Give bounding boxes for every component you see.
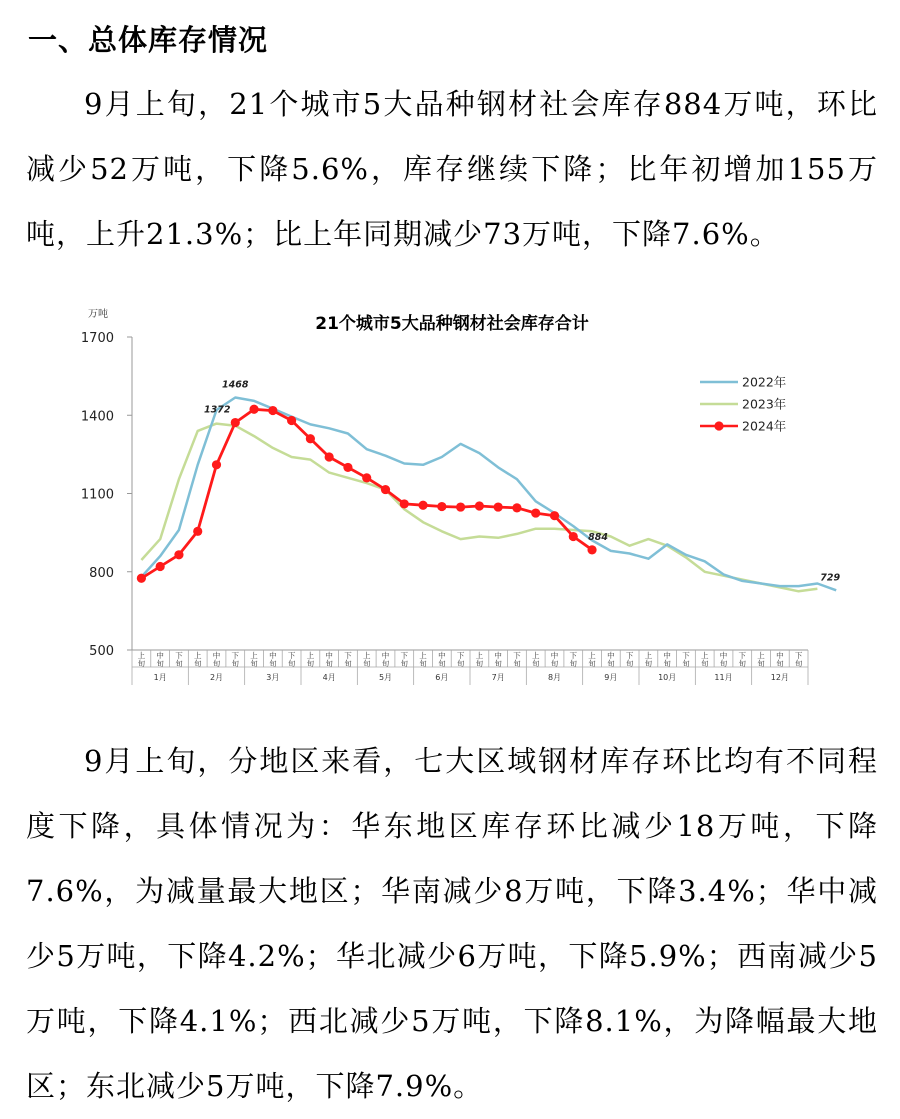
x-tick-label: 中旬 <box>494 651 502 668</box>
series-point-2024年 <box>381 485 390 494</box>
x-tick-label: 中旬 <box>607 651 615 668</box>
legend-label-2023年: 2023年 <box>742 396 787 412</box>
series-point-2024年 <box>174 550 183 559</box>
summary-paragraph: 9月上旬，21个城市5大品种钢材社会库存884万吨，环比减少52万吨，下降5.6%，库存继续下降；比年初增加155万吨，上升21.3%；比上年同期减少73万吨，下降7.6%。 <box>26 87 878 251</box>
series-point-2024年 <box>550 511 559 520</box>
legend-label-2022年: 2022年 <box>742 374 787 390</box>
series-point-2024年 <box>268 406 277 415</box>
legend-label-2024年: 2024年 <box>742 418 787 434</box>
series-point-2024年 <box>231 418 240 427</box>
x-tick-label: 上旬 <box>306 651 315 668</box>
x-tick-label: 下旬 <box>513 651 521 668</box>
month-label: 10月 <box>658 673 677 682</box>
series-point-2024年 <box>475 501 484 510</box>
x-tick-label: 上旬 <box>475 651 484 668</box>
x-tick-label: 下旬 <box>625 651 634 668</box>
x-tick-label: 上旬 <box>362 651 371 668</box>
x-tick-label: 上旬 <box>193 651 202 668</box>
series-point-2024年 <box>418 501 427 510</box>
series-point-2024年 <box>212 460 221 469</box>
data-label: 1468 <box>222 379 249 391</box>
y-tick-label: 500 <box>89 644 114 659</box>
x-tick-label: 下旬 <box>344 651 352 668</box>
inventory-line-chart <box>0 290 900 690</box>
data-label: 884 <box>588 531 608 543</box>
x-tick-label: 中旬 <box>663 651 671 668</box>
series-point-2024年 <box>531 508 540 517</box>
series-point-2024年 <box>325 452 334 461</box>
month-label: 8月 <box>547 673 562 682</box>
x-tick-label: 上旬 <box>419 651 427 668</box>
chart-title: 21个城市5大品种钢材社会库存合计 <box>315 314 589 334</box>
series-point-2024年 <box>569 532 578 541</box>
x-tick-label: 上旬 <box>588 651 596 668</box>
chart-legend <box>700 375 786 434</box>
data-label: 1372 <box>204 404 231 416</box>
month-label: 6月 <box>435 673 449 682</box>
y-axis-unit-label: 万吨 <box>88 309 108 320</box>
month-label: 2月 <box>209 673 224 682</box>
x-tick-label: 上旬 <box>757 651 765 668</box>
x-tick-label: 中旬 <box>212 651 221 668</box>
x-tick-label: 中旬 <box>719 651 728 668</box>
series-point-2024年 <box>193 527 202 536</box>
y-tick-label: 1400 <box>80 409 114 425</box>
regional-paragraph: 9月上旬，分地区来看，七大区域钢材库存环比均有不同程度下降，具体情况为：华东地区库存环比减少18万吨，下降7.6%，为减量最大地区；华南减少8万吨，下降3.4%；华中减少5万吨，下降4.2%；华北减少6万吨，下降5.9%；西南减少5万吨，下降4.1%；西北减少5万吨，下降8.1%，为降幅最大地区；东北减少5万吨，下降7.9%。 <box>26 744 878 1103</box>
month-label: 4月 <box>322 673 336 682</box>
x-tick-label: 中旬 <box>381 651 390 668</box>
x-tick-label: 下旬 <box>287 651 296 668</box>
series-point-2024年 <box>362 473 371 482</box>
x-tick-label: 下旬 <box>794 651 803 668</box>
x-tick-label: 下旬 <box>456 651 465 668</box>
series-point-2024年 <box>437 502 446 511</box>
x-tick-label: 中旬 <box>325 651 333 668</box>
series-point-2024年 <box>156 562 165 571</box>
series-point-2024年 <box>587 545 596 554</box>
x-tick-label: 下旬 <box>682 651 690 668</box>
legend-marker-2024年 <box>714 421 723 430</box>
month-label: 7月 <box>491 673 505 682</box>
month-label: 12月 <box>770 673 789 682</box>
series-point-2024年 <box>249 405 258 414</box>
month-label: 9月 <box>604 673 618 682</box>
y-tick-label: 1100 <box>80 487 114 503</box>
series-point-2024年 <box>343 463 352 472</box>
x-tick-label: 中旬 <box>269 651 277 668</box>
section-title: 一、总体库存情况 <box>28 23 269 57</box>
x-tick-label: 下旬 <box>569 651 578 668</box>
series-point-2024年 <box>287 416 296 425</box>
x-tick-label: 上旬 <box>250 651 258 668</box>
month-label: 3月 <box>266 673 280 682</box>
x-tick-label: 下旬 <box>738 651 747 668</box>
series-point-2024年 <box>512 503 521 512</box>
month-label: 11月 <box>714 673 733 682</box>
x-tick-label: 上旬 <box>644 651 653 668</box>
x-tick-label: 上旬 <box>137 651 146 668</box>
y-tick-label: 1700 <box>80 331 114 346</box>
month-label: 1月 <box>153 673 167 682</box>
series-point-2024年 <box>137 574 146 583</box>
x-tick-label: 中旬 <box>438 651 446 668</box>
y-tick-label: 800 <box>89 565 114 581</box>
data-label: 729 <box>820 572 841 584</box>
x-tick-label: 下旬 <box>175 651 183 668</box>
x-tick-label: 上旬 <box>700 651 709 668</box>
x-tick-label: 下旬 <box>231 651 240 668</box>
series-point-2024年 <box>494 502 503 511</box>
x-tick-label: 中旬 <box>776 651 784 668</box>
month-label: 5月 <box>378 673 393 682</box>
x-tick-label: 中旬 <box>156 651 164 668</box>
series-point-2024年 <box>400 499 409 508</box>
series-point-2024年 <box>456 502 465 511</box>
x-tick-label: 中旬 <box>550 651 559 668</box>
x-tick-label: 上旬 <box>531 651 540 668</box>
series-point-2024年 <box>306 434 315 443</box>
x-tick-label: 下旬 <box>400 651 409 668</box>
